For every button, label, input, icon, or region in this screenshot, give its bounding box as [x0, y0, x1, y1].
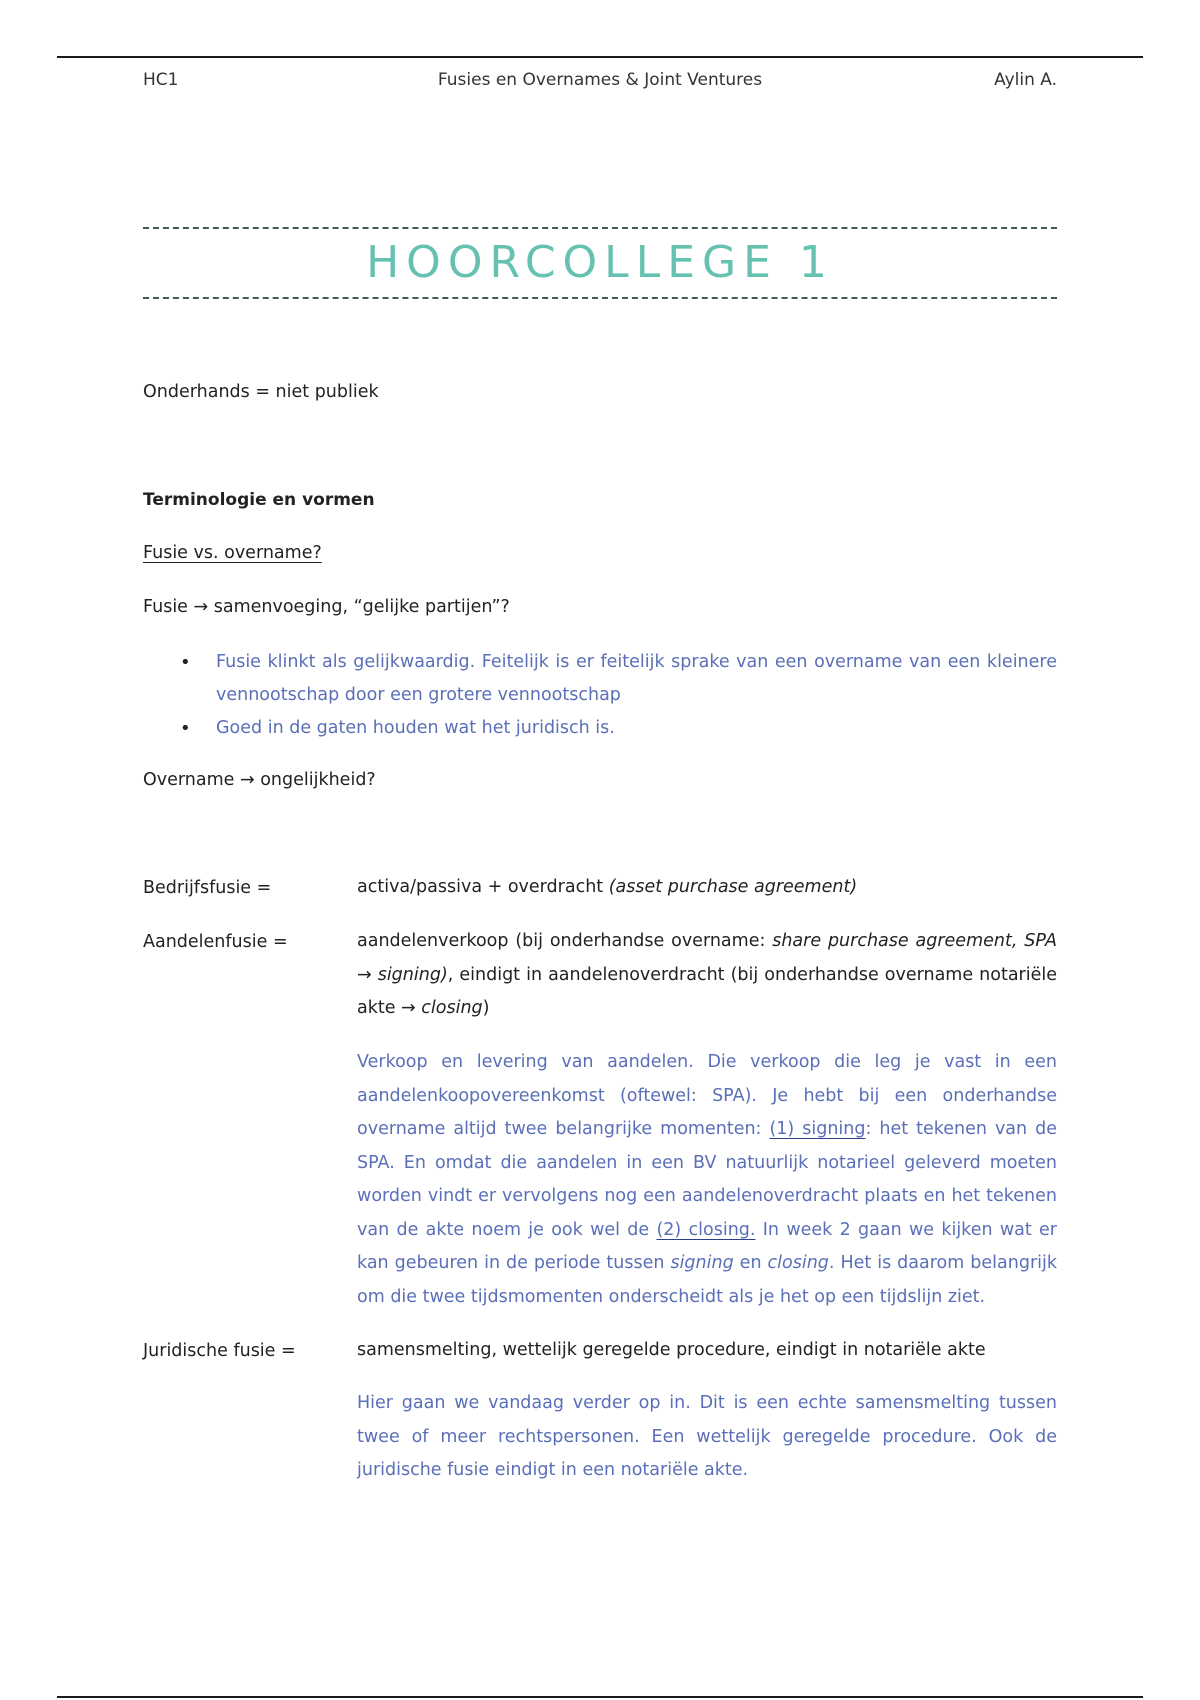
def-text: aandelenverkoop (bij onderhandse overname: — [357, 931, 773, 951]
fusie-line: Fusie → samenvoeging, “gelijke partijen”? — [143, 597, 510, 617]
note-signing: (1) signing — [769, 1119, 866, 1139]
overname-line: Overname → ongelijkheid? — [143, 770, 376, 790]
note-text: : het tekenen van de SPA. En omdat die aandelen in een BV natuurlijk notarieel geleverd moeten worden vindt er vervolgens nog een aandelenoverdracht plaats en het tekenen van de akte noem je ook wel de — [357, 1119, 1057, 1240]
page-header — [143, 70, 1057, 94]
onderhands-line: Onderhands = niet publiek — [143, 382, 379, 402]
header-author: Aylin A. — [994, 70, 1057, 90]
section-heading: Terminologie en vormen — [143, 490, 375, 510]
def-text: , eindigt in aandelenoverdracht (bij onderhandse overname notariële akte → — [357, 964, 1057, 1018]
note-italic: closing — [767, 1253, 829, 1273]
note-text: Verkoop en levering van aandelen. Die verkoop die leg je vast in een aandelenkoopovereenkomst (oftewel: SPA). Je hebt bij een onderhandse overname altijd twee belangrijke momenten: — [357, 1052, 1057, 1139]
term-bedrijfsfusie: Bedrijfsfusie = — [143, 878, 272, 898]
term-juridische-fusie: Juridische fusie = — [143, 1341, 296, 1361]
def-text: ) — [482, 998, 490, 1018]
note-text: en — [733, 1253, 768, 1273]
note-closing: (2) closing. — [656, 1219, 756, 1240]
header-course-title: Fusies en Overnames & Joint Ventures — [437, 70, 763, 90]
footer-rule — [57, 1696, 1143, 1698]
question-heading: Fusie vs. overname? — [143, 543, 322, 563]
def-italic: share purchase agreement, SPA → signing) — [357, 931, 1057, 985]
header-rule — [57, 56, 1143, 58]
note-aandelenfusie — [357, 1046, 1057, 1314]
page-title: HOORCOLLEGE 1 — [366, 237, 834, 288]
title-box — [143, 227, 1057, 299]
def-italic: closing — [421, 998, 483, 1018]
note-italic: signing — [670, 1253, 734, 1273]
term-aandelenfusie: Aandelenfusie = — [143, 932, 288, 952]
def-bedrijfsfusie — [357, 871, 1057, 905]
note-text: In week 2 gaan we kijken wat er kan gebeuren in de periode tussen — [357, 1219, 1057, 1273]
def-text: activa/passiva + overdracht — [357, 877, 609, 897]
def-juridische-fusie: samensmelting, wettelijk geregelde procedure, eindigt in notariële akte — [357, 1340, 986, 1360]
bullet-item: • Fusie klinkt als gelijkwaardig. Feitelijk is er feitelijk sprake van een overname van een kleinere vennootschap door een grotere vennootschap — [180, 646, 1057, 712]
note-text: . Het is daarom belangrijk om die twee tijdsmomenten onderscheidt als je het op een tijdslijn ziet. — [357, 1253, 1058, 1307]
note-juridische-fusie: Hier gaan we vandaag verder op in. Dit is een echte samensmelting tussen twee of meer rechtspersonen. Een wettelijk geregelde procedure. Ook de juridische fusie eindigt in een notariële akte. — [357, 1393, 1057, 1480]
def-aandelenfusie — [357, 925, 1057, 1026]
bullet-item: • Goed in de gaten houden wat het juridisch is. — [180, 712, 1057, 745]
fusie-bullets — [180, 646, 1057, 745]
header-course-code: HC1 — [143, 70, 179, 90]
def-italic: (asset purchase agreement) — [608, 877, 858, 897]
